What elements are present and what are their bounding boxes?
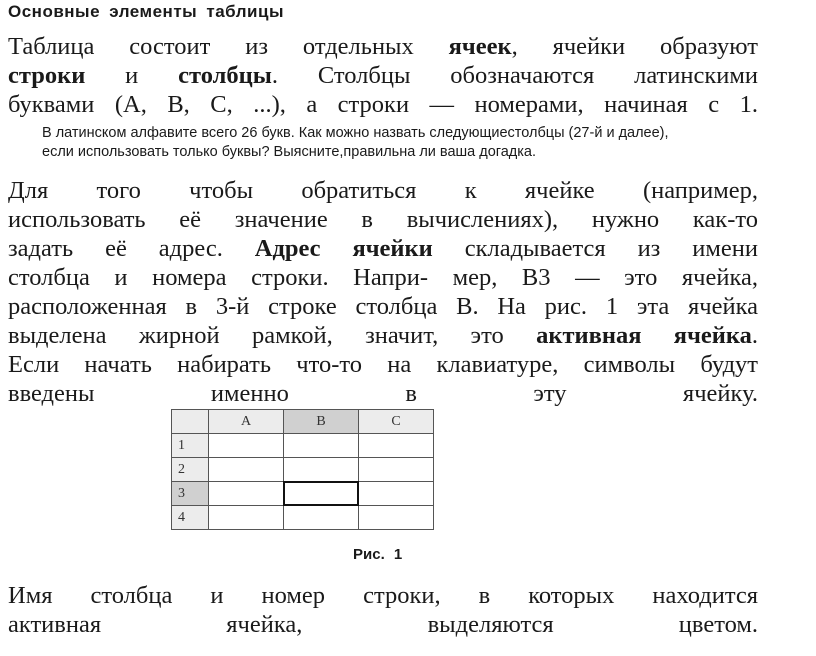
term-rows: строки (8, 62, 86, 89)
note-line-2: если использовать только буквы? Выясните,правильна ли ваша догадка. (42, 144, 537, 160)
question-note (42, 124, 762, 162)
term-active-cell: активная ячейка (536, 322, 752, 349)
cell-c4 (359, 506, 434, 530)
spreadsheet-figure (171, 409, 434, 530)
column-header-a: A (209, 410, 284, 434)
highlight-line-2: активная ячейка, выделяются цветом. (8, 611, 758, 638)
cell-c3 (359, 482, 434, 506)
note-line-1: В латинском алфавите всего 26 букв. Как можно назвать следующиестолбцы (27-й и далее), (42, 125, 669, 141)
cell-a2 (209, 458, 284, 482)
row-header-4: 4 (172, 506, 209, 530)
sheet-row (172, 434, 434, 458)
term-cells: ячеек (448, 33, 512, 60)
address-line-4: столбца и номера строки. Напри- мер, B3 — это ячейка, (8, 264, 758, 291)
intro-line-1: Таблица состоит из отдельных ячеек, ячейки образуют (8, 33, 758, 60)
section-heading: Основные элементы таблицы (8, 2, 284, 21)
cell-b1 (284, 434, 359, 458)
cell-a1 (209, 434, 284, 458)
row-header-2: 2 (172, 458, 209, 482)
term-columns: столбцы (178, 62, 272, 89)
row-header-1: 1 (172, 434, 209, 458)
highlight-line-1: Имя столбца и номер строки, в которых находится (8, 582, 758, 609)
cell-c1 (359, 434, 434, 458)
figure-caption: Рис. 1 (353, 546, 403, 563)
cell-b2 (284, 458, 359, 482)
sheet-row (172, 458, 434, 482)
cell-a3 (209, 482, 284, 506)
address-paragraph (8, 176, 758, 408)
address-line-8: введены именно в эту ячейку. (8, 380, 758, 407)
cell-a4 (209, 506, 284, 530)
cell-c2 (359, 458, 434, 482)
sheet-row (172, 506, 434, 530)
sheet-row (172, 482, 434, 506)
address-line-2: использовать её значение в вычислениях), нужно как-то (8, 206, 758, 233)
address-line-7: Если начать набирать что-то на клавиатуре, символы будут (8, 351, 758, 378)
cell-b4 (284, 506, 359, 530)
column-header-row (172, 410, 434, 434)
intro-line-3: буквами (A, B, C, ...), а строки — номерами, начиная с 1. (8, 91, 758, 118)
highlight-paragraph (8, 581, 758, 639)
address-line-6: выделена жирной рамкой, значит, это активная ячейка. (8, 322, 758, 349)
row-header-3: 3 (172, 482, 209, 506)
intro-paragraph (8, 32, 758, 119)
address-line-3: задать её адрес. Адрес ячейки складывается из имени (8, 235, 759, 262)
intro-line-2: строки и столбцы. Столбцы обозначаются латинскими (8, 62, 758, 89)
corner-cell (172, 410, 209, 434)
address-line-1: Для того чтобы обратиться к ячейке (например, (8, 177, 758, 204)
column-header-b: B (284, 410, 359, 434)
active-cell-b3 (284, 482, 359, 506)
address-line-5: расположенная в 3-й строке столбца B. На рис. 1 эта ячейка (8, 293, 758, 320)
column-header-c: C (359, 410, 434, 434)
term-cell-address: Адрес ячейки (254, 235, 433, 262)
